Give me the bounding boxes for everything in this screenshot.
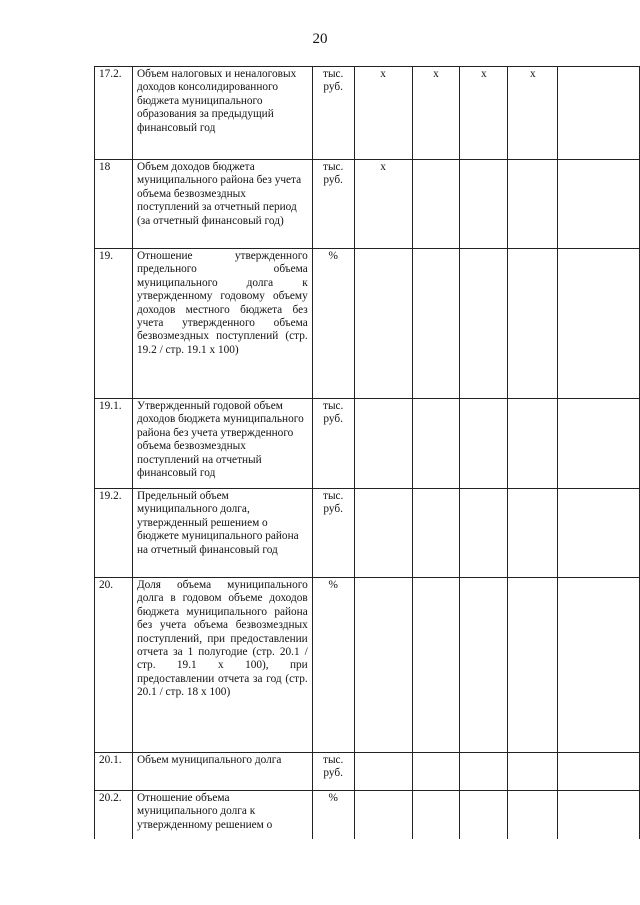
row-unit: тыс. руб. <box>312 753 354 791</box>
page-number: 20 <box>312 31 328 47</box>
value-cell <box>412 249 460 399</box>
row-unit: % <box>312 791 354 839</box>
value-cell <box>412 489 460 578</box>
row-number: 19.1. <box>95 399 133 489</box>
value-cell <box>354 249 412 399</box>
row-unit: тыс. руб. <box>312 399 354 489</box>
value-cell <box>508 753 558 791</box>
value-cell <box>558 399 640 489</box>
row-number: 20. <box>95 578 133 753</box>
value-cell <box>354 791 412 839</box>
value-cell <box>460 399 508 489</box>
row-description: Предельный объем муниципального долга, утвержденный решением о бюджете муниципального района на отчетный финансовый год <box>132 489 312 578</box>
value-cell: x <box>354 160 412 249</box>
row-number: 19.2. <box>95 489 133 578</box>
row-number: 19. <box>95 249 133 399</box>
value-cell <box>460 160 508 249</box>
table-row <box>95 160 640 249</box>
row-number: 18 <box>95 160 133 249</box>
value-cell <box>412 399 460 489</box>
row-unit: % <box>312 249 354 399</box>
table-row <box>95 249 640 399</box>
row-unit: тыс. руб. <box>312 489 354 578</box>
row-description: Отношение утвержденного предельного объема муниципального долга к утвержденному годовому объему доходов местного бюджета без учета утвержденного объема безвозмездных поступлений (стр. 19.2 / стр. 19.1 х 100) <box>132 249 312 399</box>
value-cell <box>354 578 412 753</box>
value-cell <box>558 791 640 839</box>
row-description: Утвержденный годовой объем доходов бюджета муниципального района без учета утвержденного объема безвозмездных поступлений на отчетный финансовый год <box>132 399 312 489</box>
row-number: 20.2. <box>95 791 133 839</box>
value-cell <box>460 249 508 399</box>
value-cell <box>558 67 640 160</box>
value-cell <box>412 753 460 791</box>
row-unit: % <box>312 578 354 753</box>
value-cell <box>460 753 508 791</box>
value-cell <box>460 489 508 578</box>
value-cell <box>508 578 558 753</box>
value-cell: x <box>412 67 460 160</box>
value-cell <box>412 578 460 753</box>
table-row <box>95 399 640 489</box>
value-cell <box>508 399 558 489</box>
value-cell <box>558 753 640 791</box>
value-cell <box>354 489 412 578</box>
table-row <box>95 67 640 160</box>
value-cell: x <box>354 67 412 160</box>
row-description: Объем доходов бюджета муниципального района без учета объема безвозмездных поступлений за отчетный период (за отчетный финансовый год) <box>132 160 312 249</box>
report-table <box>94 66 640 839</box>
value-cell <box>412 160 460 249</box>
value-cell <box>412 791 460 839</box>
table-row <box>95 578 640 753</box>
value-cell <box>460 578 508 753</box>
value-cell <box>460 791 508 839</box>
value-cell <box>508 249 558 399</box>
row-unit: тыс. руб. <box>312 67 354 160</box>
value-cell <box>558 578 640 753</box>
value-cell <box>558 489 640 578</box>
value-cell: x <box>508 67 558 160</box>
row-unit: тыс. руб. <box>312 160 354 249</box>
row-description: Объем муниципального долга <box>132 753 312 791</box>
row-number: 17.2. <box>95 67 133 160</box>
value-cell <box>508 791 558 839</box>
value-cell: x <box>460 67 508 160</box>
row-description: Доля объема муниципального долга в годовом объеме доходов бюджета муниципального района без учета объема безвозмездных поступлений, при предоставлении отчета за 1 полугодие (стр. 20.1 / стр. 19.1 х 100), при предоставлении отчета за год (стр. 20.1 / стр. 18 х 100) <box>132 578 312 753</box>
row-description: Отношение объема муниципального долга к утвержденному решением о <box>132 791 312 839</box>
value-cell <box>508 160 558 249</box>
value-cell <box>354 753 412 791</box>
value-cell <box>354 399 412 489</box>
table-row <box>95 753 640 791</box>
table-row <box>95 791 640 839</box>
value-cell <box>558 160 640 249</box>
row-number: 20.1. <box>95 753 133 791</box>
value-cell <box>558 249 640 399</box>
value-cell <box>508 489 558 578</box>
row-description: Объем налоговых и неналоговых доходов консолидированного бюджета муниципального образования за предыдущий финансовый год <box>132 67 312 160</box>
table-row <box>95 489 640 578</box>
